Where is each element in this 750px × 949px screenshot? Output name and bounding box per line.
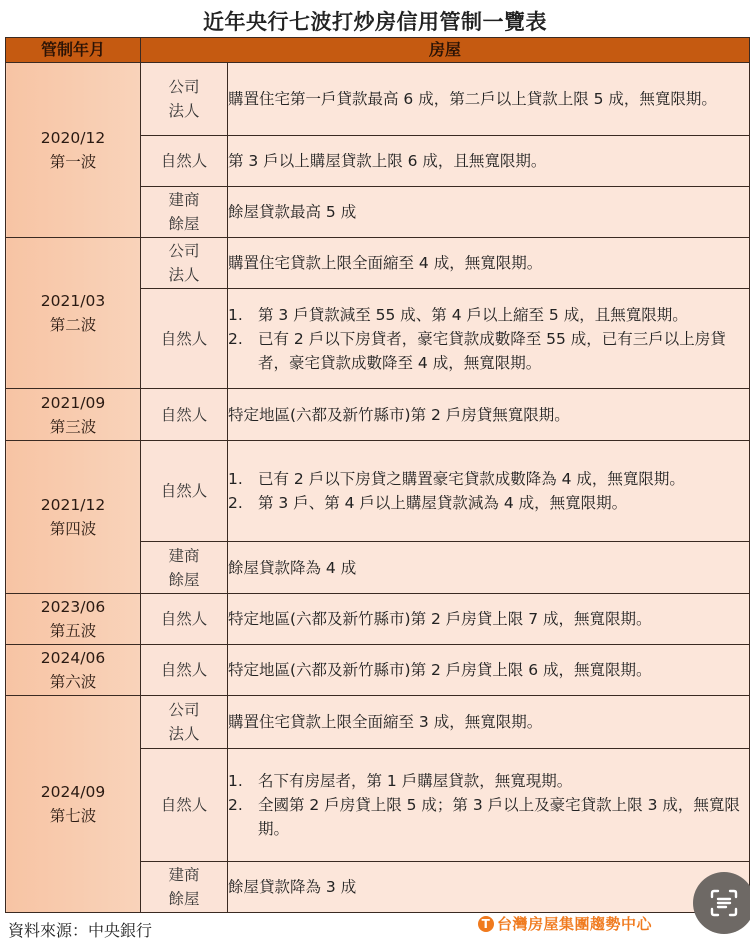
period-date: 2024/06 — [40, 649, 106, 667]
logo-mark-icon: T — [478, 916, 494, 932]
scan-text-button[interactable] — [693, 872, 750, 934]
period-date: 2021/03 — [40, 292, 106, 310]
content-cell: 特定地區(六都及新竹縣市)第 2 戶房貸無寬限期。 — [228, 389, 750, 441]
entity-cell: 自然人 — [141, 749, 228, 862]
entity-cell: 公司 法人 — [141, 696, 228, 749]
page-title: 近年央行七波打炒房信用管制一覽表 — [203, 10, 547, 34]
period-date: 2023/06 — [40, 598, 106, 616]
content-cell: 第 3 戶以上購屋貸款上限 6 成，且無寬限期。 — [228, 136, 750, 187]
period-wave: 第六波 — [49, 673, 97, 691]
table-row — [6, 389, 750, 441]
content-cell: 餘屋貸款降為 3 成 — [228, 862, 750, 913]
content-cell: 餘屋貸款降為 4 成 — [228, 542, 750, 594]
period-date: 2021/12 — [40, 496, 106, 514]
content-cell: 特定地區(六都及新竹縣市)第 2 戶房貸上限 7 成，無寬限期。 — [228, 594, 750, 645]
period-cell — [6, 594, 141, 645]
period-date: 2020/12 — [40, 129, 106, 147]
table-row — [6, 441, 750, 542]
header-housing: 房屋 — [141, 38, 750, 63]
content-cell: 餘屋貸款最高 5 成 — [228, 187, 750, 238]
entity-cell: 建商 餘屋 — [141, 187, 228, 238]
content-cell — [228, 749, 750, 862]
list-item: 2. 已有 2 戶以下房貸者，豪宅貸款成數降至 55 成，已有三戶以上房貸者，豪宅貸款成數降至 4 成，無寬限期。 — [228, 329, 726, 372]
period-cell — [6, 441, 141, 594]
list-item: 1. 名下有房屋者，第 1 戶購屋貸款，無寬現期。 — [228, 772, 573, 790]
period-wave: 第四波 — [49, 520, 97, 538]
period-wave: 第二波 — [49, 316, 97, 334]
table-row — [6, 696, 750, 749]
content-cell: 購置住宅貸款上限全面縮至 4 成，無寬限期。 — [228, 238, 750, 289]
period-wave: 第三波 — [49, 417, 97, 436]
table-row — [6, 594, 750, 645]
entity-cell: 自然人 — [141, 441, 228, 542]
logo-text: 台灣房屋集團趨勢中心 — [497, 915, 653, 933]
table-header-row — [6, 38, 750, 63]
entity-cell: 自然人 — [141, 136, 228, 187]
entity-cell: 自然人 — [141, 645, 228, 696]
credit-control-table — [5, 37, 750, 913]
entity-cell: 自然人 — [141, 389, 228, 441]
entity-cell: 建商 餘屋 — [141, 862, 228, 913]
content-cell: 購置住宅貸款上限全面縮至 3 成，無寬限期。 — [228, 696, 750, 749]
period-date: 2024/09 — [40, 783, 106, 801]
content-cell — [228, 441, 750, 542]
list-item: 2. 全國第 2 戶房貸上限 5 成；第 3 戶以上及豪宅貸款上限 3 成，無寬限期。 — [228, 796, 740, 838]
table-row — [6, 238, 750, 289]
content-cell: 購置住宅第一戶貸款最高 6 成，第二戶以上貸款上限 5 成，無寬限期。 — [228, 63, 750, 136]
list-item: 1. 第 3 戶貸款減至 55 成、第 4 戶以上縮至 5 成，且無寬限期。 — [228, 305, 688, 324]
entity-cell: 建商 餘屋 — [141, 542, 228, 594]
period-cell — [6, 238, 141, 389]
scan-text-icon — [708, 887, 740, 919]
header-period: 管制年月 — [6, 38, 141, 63]
table-row — [6, 645, 750, 696]
source-note: 資料來源：中央銀行 — [8, 921, 153, 940]
period-wave: 第五波 — [49, 622, 97, 640]
period-wave: 第七波 — [49, 807, 97, 825]
table-row — [6, 63, 750, 136]
publisher-logo — [478, 913, 652, 934]
period-cell — [6, 389, 141, 441]
entity-cell: 公司 法人 — [141, 63, 228, 136]
period-wave: 第一波 — [49, 153, 97, 171]
period-cell — [6, 645, 141, 696]
list-item: 2. 第 3 戶、第 4 戶以上購屋貸款減為 4 成，無寬限期。 — [228, 494, 628, 512]
period-date: 2021/09 — [40, 393, 106, 412]
period-cell — [6, 63, 141, 238]
entity-cell: 自然人 — [141, 594, 228, 645]
content-cell — [228, 289, 750, 389]
entity-cell: 公司 法人 — [141, 238, 228, 289]
list-item: 1. 已有 2 戶以下房貸之購置豪宅貸款成數降為 4 成，無寬限期。 — [228, 470, 685, 488]
period-cell — [6, 696, 141, 913]
entity-cell: 自然人 — [141, 289, 228, 389]
content-cell: 特定地區(六都及新竹縣市)第 2 戶房貸上限 6 成，無寬限期。 — [228, 645, 750, 696]
